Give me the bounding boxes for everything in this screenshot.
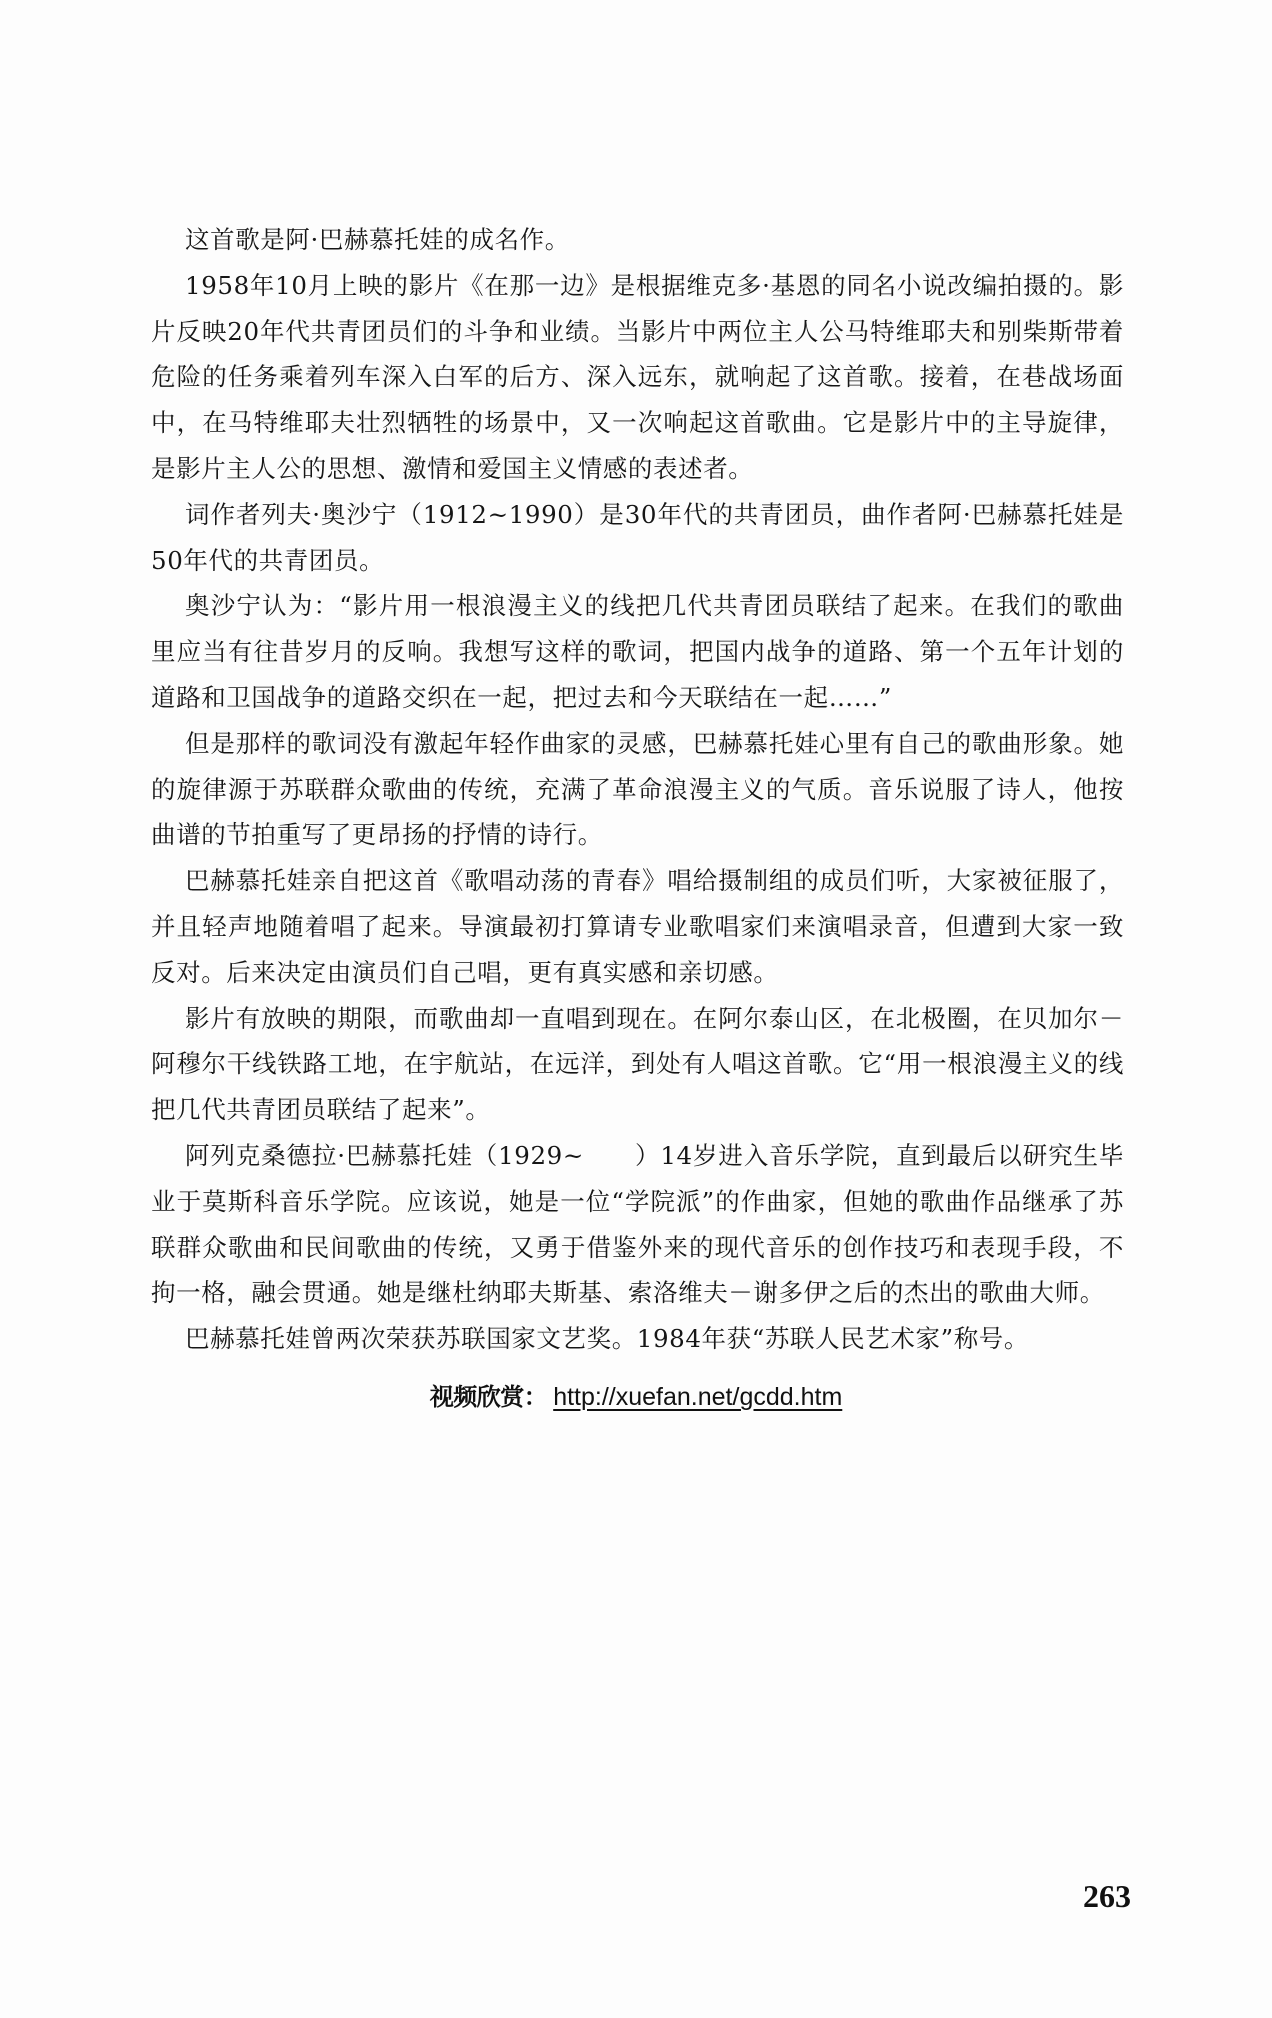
- paragraph-legacy: 影片有放映的期限，而歌曲却一直唱到现在。在阿尔泰山区，在北极圈，在贝加尔－阿穆尔干线铁路工地，在宇航站，在远洋，到处有人唱这首歌。它“用一根浪漫主义的线把几代共青团员联结了起来”。: [151, 1003, 1124, 1125]
- article-body: [151, 217, 1124, 1362]
- paragraph-recording: 巴赫慕托娃亲自把这首《歌唱动荡的青春》唱给摄制组的成员们听，大家被征服了，并且轻声地随着唱了起来。导演最初打算请专业歌唱家们来演唱录音，但遭到大家一致反对。后来决定由演员们自己唱，更有真实感和亲切感。: [151, 866, 1124, 987]
- paragraph-composer-bio: 阿列克桑德拉·巴赫慕托娃（1929~ ）14岁进入音乐学院，直到最后以研究生毕业于莫斯科音乐学院。应该说，她是一位“学院派”的作曲家，但她的歌曲作品继承了苏联群众歌曲和民间歌曲的传统，又勇于借鉴外来的现代音乐的创作技巧和表现手段，不拘一格，融会贯通。她是继杜纳耶夫斯基、索洛维夫－谢多伊之后的杰出的歌曲大师。: [151, 1140, 1124, 1308]
- video-label: 视频欣赏：: [429, 1383, 548, 1411]
- page-number: 263: [1083, 1878, 1131, 1914]
- video-link[interactable]: http://xuefan.net/gcdd.htm: [553, 1383, 843, 1411]
- video-appreciation-line: [0, 1381, 1272, 1413]
- paragraph-melody: 但是那样的歌词没有激起年轻作曲家的灵感，巴赫慕托娃心里有自己的歌曲形象。她的旋律源于苏联群众歌曲的传统，充满了革命浪漫主义的气质。音乐说服了诗人，他按曲谱的节拍重写了更昂扬的抒情的诗行。: [151, 728, 1124, 850]
- paragraph-authors: 词作者列夫·奥沙宁（1912~1990）是30年代的共青团员，曲作者阿·巴赫慕托娃是50年代的共青团员。: [151, 499, 1124, 575]
- paragraph-oshanin-quote: 奥沙宁认为：“影片用一根浪漫主义的线把几代共青团员联结了起来。在我们的歌曲里应当有往昔岁月的反响。我想写这样的歌词，把国内战争的道路、第一个五年计划的道路和卫国战争的道路交织在一起，把过去和今天联结在一起……”: [151, 591, 1124, 712]
- paragraph-awards: 巴赫慕托娃曾两次荣获苏联国家文艺奖。1984年获“苏联人民艺术家”称号。: [185, 1324, 1029, 1354]
- paragraph-intro: 这首歌是阿·巴赫慕托娃的成名作。: [185, 225, 570, 254]
- paragraph-film-background: 1958年10月上映的影片《在那一边》是根据维克多·基恩的同名小说改编拍摄的。影片反映20年代共青团员们的斗争和业绩。当影片中两位主人公马特维耶夫和别柴斯带着危险的任务乘着列车深入白军的后方、深入远东，就响起了这首歌。接着，在巷战场面中，在马特维耶夫壮烈牺牲的场景中，又一次响起这首歌曲。它是影片中的主导旋律，是影片主人公的思想、激情和爱国主义情感的表述者。: [151, 270, 1124, 483]
